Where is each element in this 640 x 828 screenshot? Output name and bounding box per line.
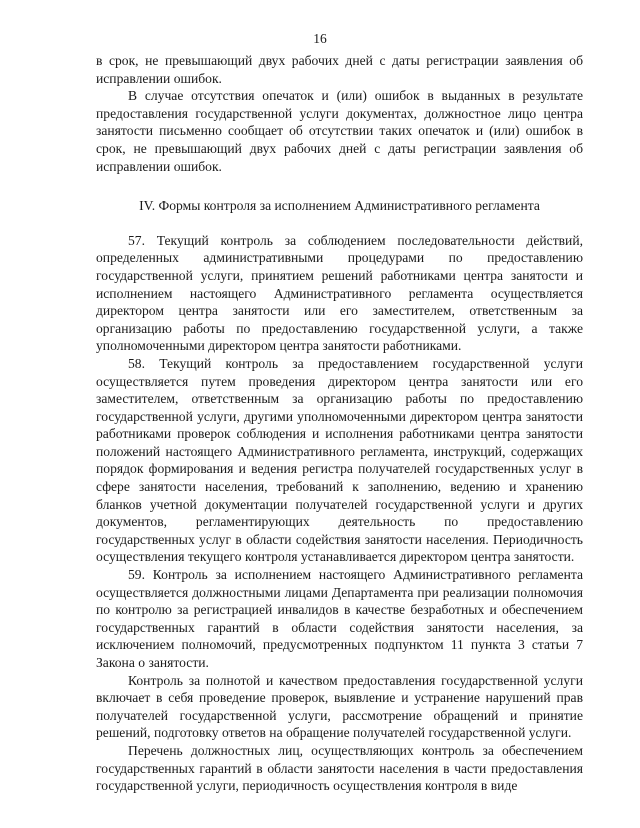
paragraph: Контроль за полнотой и качеством предоставления государственной услуги включает в себя проведение проверок, выявление и устранение нарушений прав получателей государственной услуги, рассмотрение обращений и принятие решений, подготовку ответов на обращение получателей государственной услуги. [96, 672, 583, 741]
paragraph: в срок, не превышающий двух рабочих дней с даты регистрации заявления об исправлении ошибок. [96, 53, 583, 86]
paragraph-58: 58. Текущий контроль за предоставлением государственной услуги осуществляется путем проведения директором центра занятости или его заместителем, ответственным за организацию работы по предоставлению государственной услуги, другими уполномоченными директором центра занятости работниками проверок соблюдения и исполнения работниками центра занятости положений настоящего Административного регламента, инструкций, содержащих порядок формирования и ведения регистра получателей государственных услуг в сфере занятости населения, требований к заполнению, ведению и хранению бланков учетной документации получателей государственной услуги и других документов, регламентирующих деятельность по предоставлению государственных услуг в области содействия занятости населения. Периодичность осуществления текущего контроля устанавливается директором центра занятости. [96, 355, 583, 565]
paragraph-59: 59. Контроль за исполнением настоящего Административного регламента осуществляется должностными лицами Департамента при реализации полномочия по контролю за регистрацией инвалидов в качестве безработных и обеспечением государственных гарантий в области содействия занятости населения, за исключением полномочий, предусмотренных подпунктом 11 пункта 3 статьи 7 Закона о занятости. [96, 567, 583, 670]
page-number: 16 [313, 31, 327, 46]
paragraph: В случае отсутствия опечаток и (или) ошибок в выданных в результате предоставления государственной услуги документах, должностное лицо центра занятости письменно сообщает об отсутствии таких опечаток и (или) ошибок в срок, не превышающий двух рабочих дней с даты регистрации заявления об исправлении ошибок. [96, 88, 583, 174]
paragraph: Перечень должностных лиц, осуществляющих контроль за обеспечением государственных гарантий в области занятости населения в части предоставления государственной услуги, периодичность осуществления контроля в виде [96, 742, 583, 794]
paragraph-57: 57. Текущий контроль за соблюдением последовательности действий, определенных административными процедурами по предоставлению государственной услуги, принятием решений работниками центра занятости и исполнением настоящего Административного регламента осуществляется директором центра занятости или его заместителем, ответственным за организацию работы по предоставлению государственной услуги, а также уполномоченными директором центра занятости работниками. [96, 232, 583, 354]
section-title: IV. Формы контроля за исполнением Административного регламента [139, 198, 540, 214]
document-body [96, 52, 583, 795]
